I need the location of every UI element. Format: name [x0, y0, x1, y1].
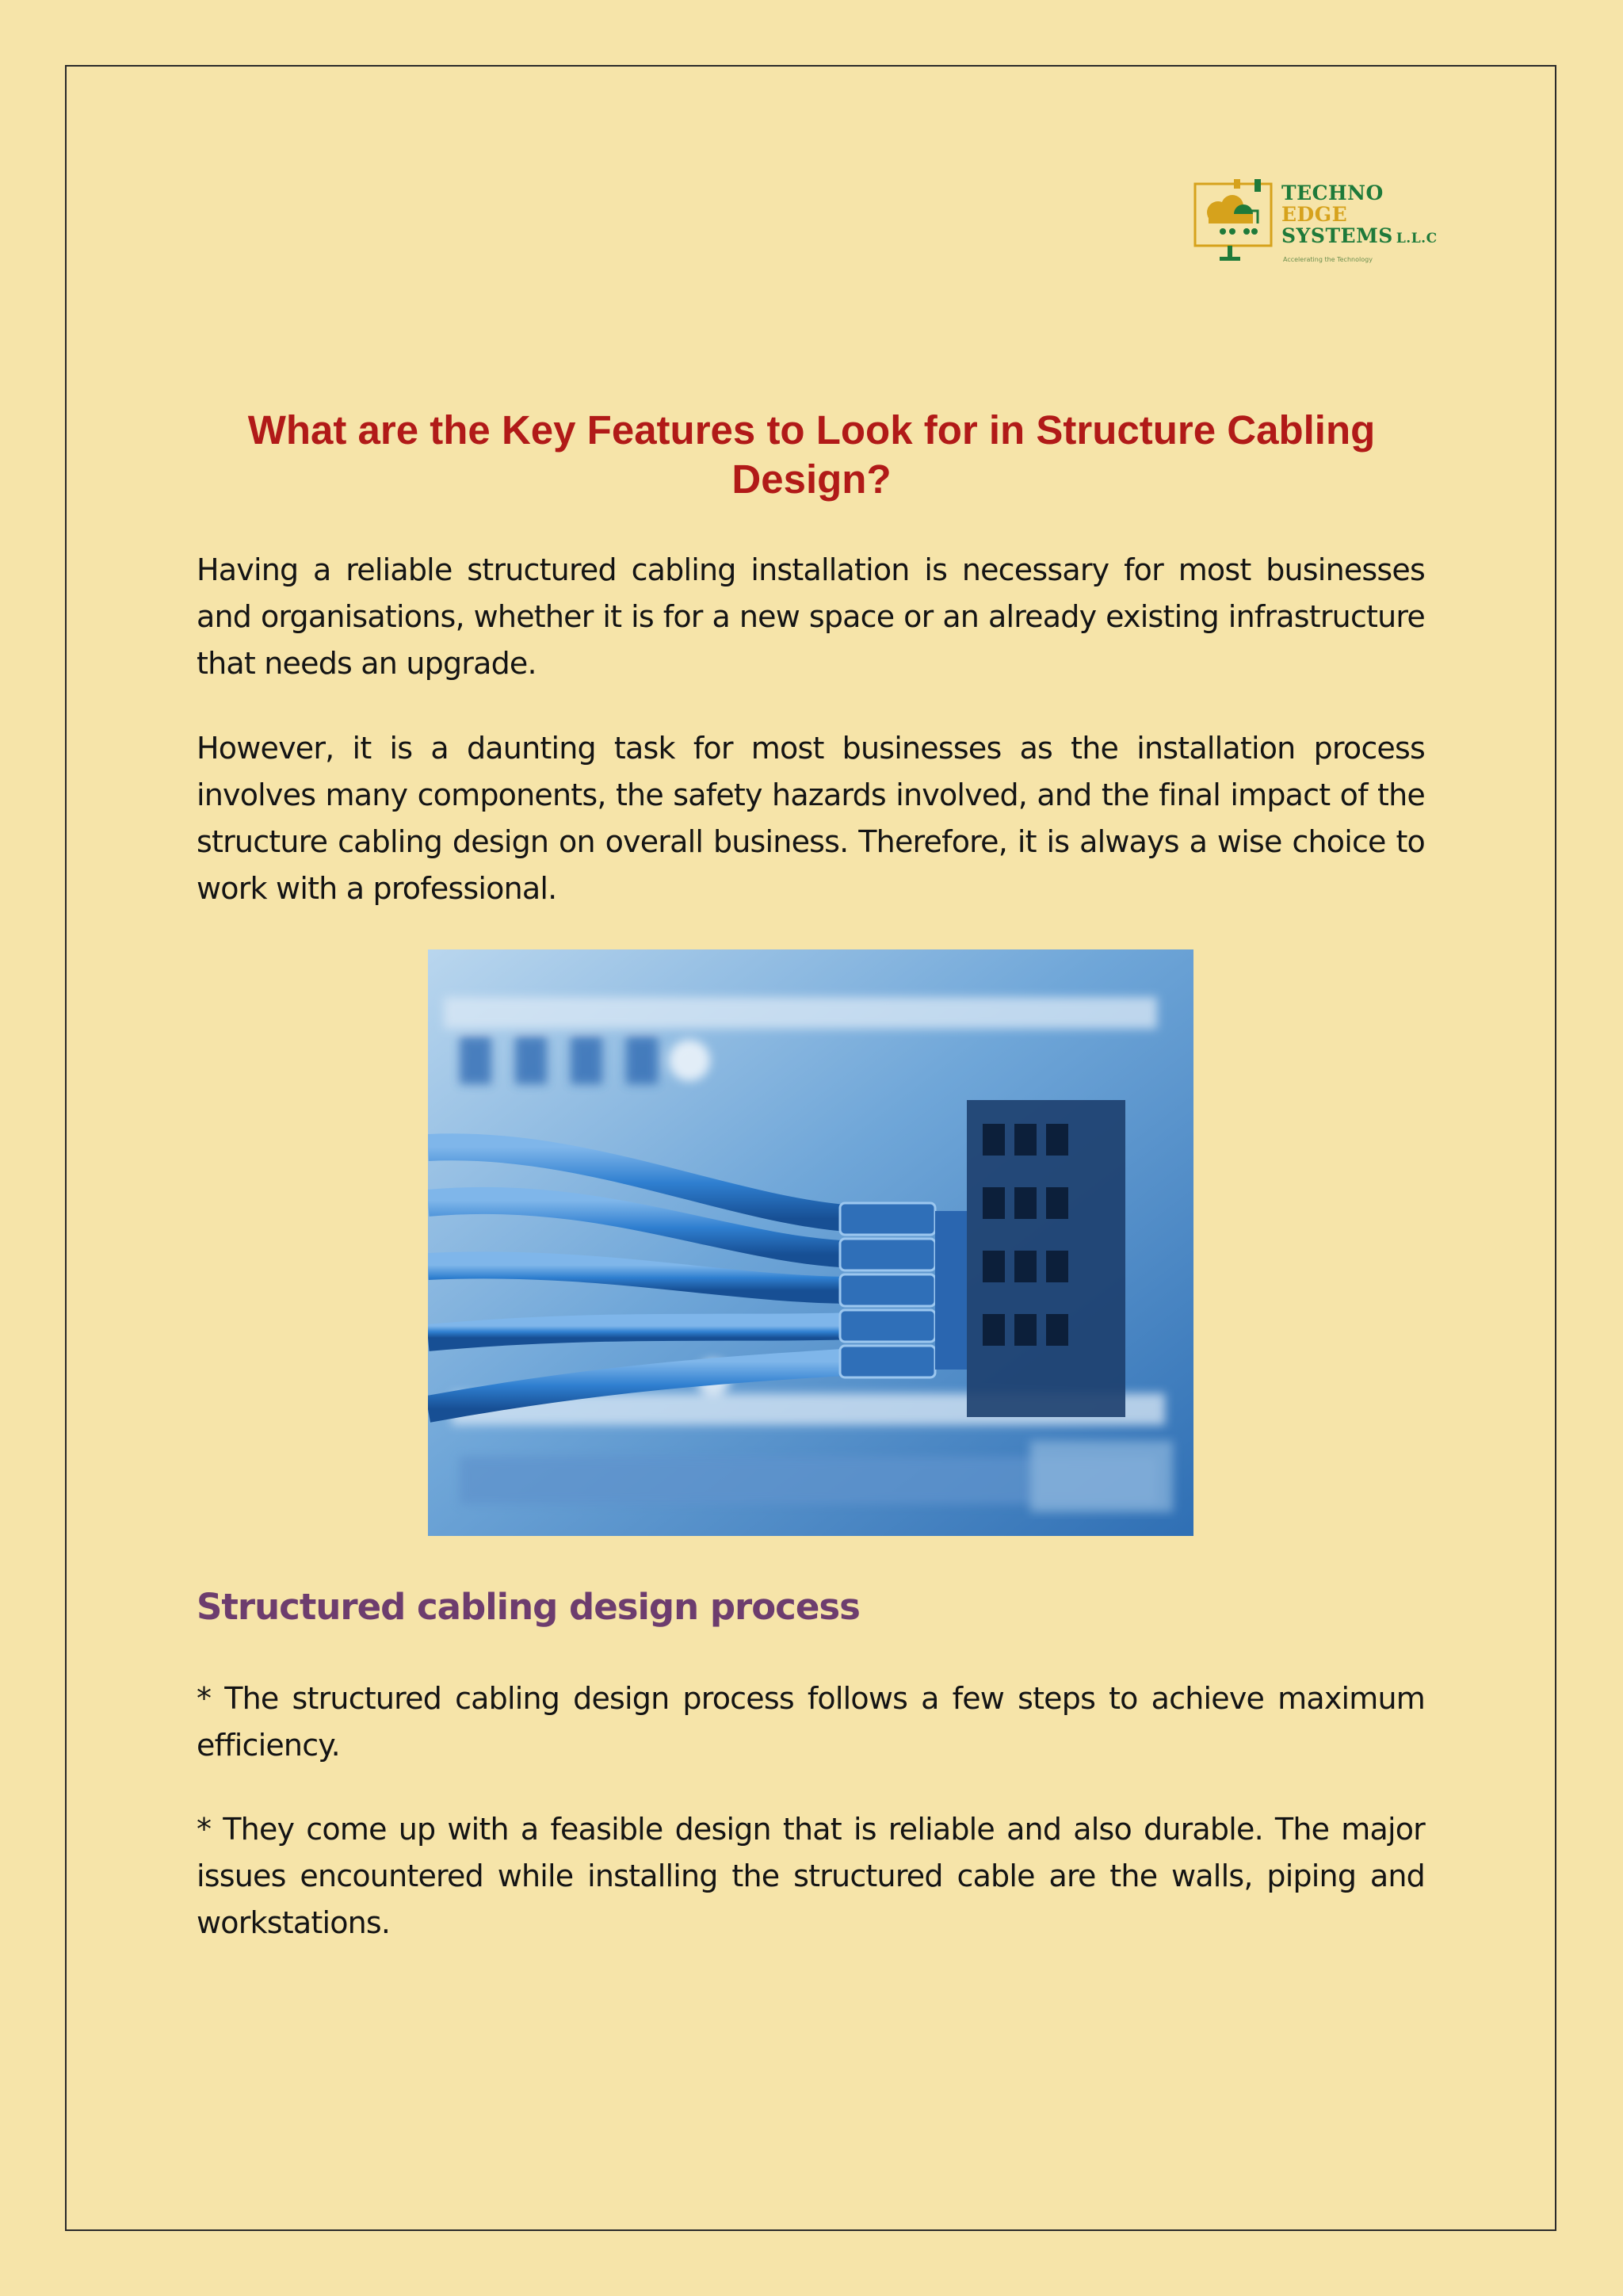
section-heading: Structured cabling design process — [197, 1586, 860, 1628]
network-cables-image — [428, 949, 1193, 1536]
logo-llc-suffix: L.L.C — [1396, 231, 1438, 246]
second-paragraph: However, it is a daunting task for most businesses as the installation process involves many components, the safety hazards involved, and the final impact of the structure cabling design on overall business. Therefore, it is always a wise choice to work with a professional. — [197, 731, 1425, 906]
logo-line-techno: TECHNO — [1281, 181, 1384, 204]
bullet-item: * They come up with a feasible design that is reliable and also durable. The major issues encountered while installing the structured cable are the walls, piping and workstations. — [197, 1812, 1425, 1940]
intro-paragraph: Having a reliable structured cabling installation is necessary for most businesses and organisations, whether it is for a new space or an already existing infrastructure that needs an upgrade. — [197, 552, 1425, 681]
article-title: What are the Key Features to Look for in Structure Cabling Design? — [247, 407, 1376, 502]
logo-tagline: Accelerating the Technology — [1283, 256, 1373, 263]
logo-mark-icon — [1193, 179, 1281, 266]
network-cables-illustration — [428, 949, 1193, 1536]
company-logo — [1193, 179, 1438, 266]
logo-systems-text: SYSTEMS — [1281, 224, 1393, 247]
logo-line-edge: EDGE — [1281, 203, 1348, 226]
logo-line-systems — [1281, 225, 1438, 250]
logo-wordmark — [1281, 182, 1438, 250]
bullet-item: * The structured cabling design process follows a few steps to achieve maximum efficiency. — [197, 1681, 1425, 1763]
